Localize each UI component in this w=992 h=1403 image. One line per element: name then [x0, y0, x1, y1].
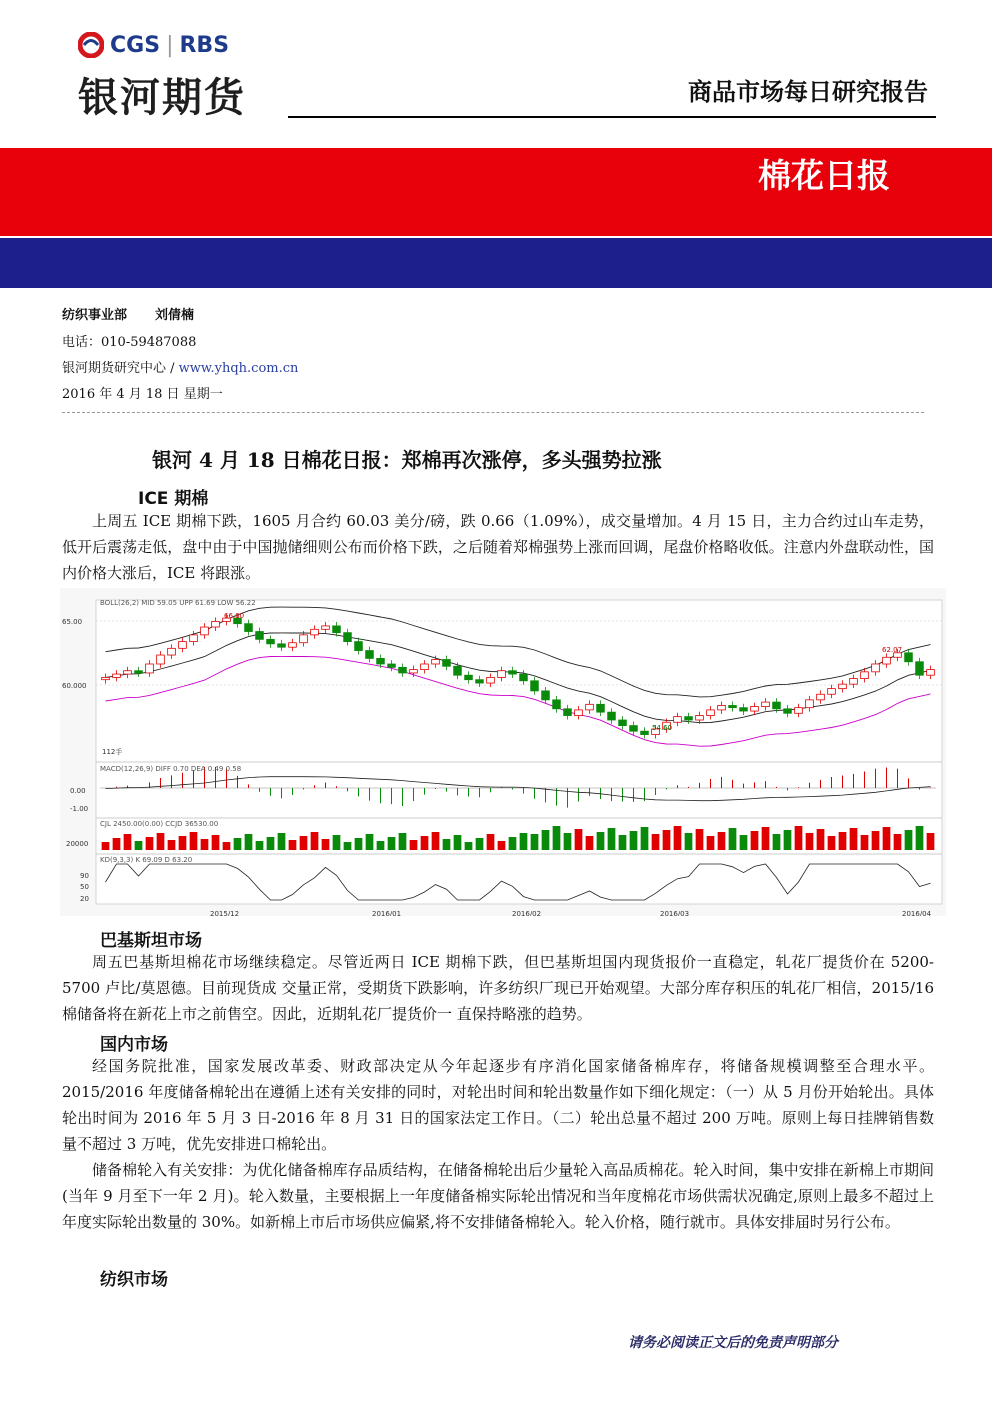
x-tick-label: 2016/01 — [372, 910, 402, 916]
oi-bar — [157, 833, 165, 850]
oi-bar — [410, 840, 418, 850]
paragraph-domestic-2: 储备棉轮入有关安排：为优化储备棉库存品质结构，在储备棉轮出后少量轮入高品质棉花。轮入时间，集中安排在新棉上市期间(当年 9 月至下一年 2 月)。轮入数量，主要根据上一年度储备棉实际轮出情况和当年度棉花市场供需状况确定,原则上最多不超过上年度实际轮出数量的 30%。如新棉上市后市场供应偏紧,将不安排储备棉轮入。轮入价格，随行就市。具体安排届时另行公布。 — [62, 1161, 934, 1231]
section-heading-textile: 纺织市场 — [100, 1270, 168, 1290]
candle-body — [806, 700, 814, 708]
candle-body — [135, 671, 143, 673]
oi-bar — [597, 832, 605, 850]
oi-bar — [454, 835, 462, 850]
department: 纺织事业部 — [62, 308, 128, 323]
candle-body — [124, 671, 132, 674]
oi-bar — [234, 838, 242, 850]
candle-body — [278, 644, 286, 647]
oi-bar — [190, 832, 198, 850]
candle-body — [850, 679, 858, 685]
candle-body — [256, 632, 264, 640]
oi-bar — [124, 834, 132, 850]
oi-bar — [729, 828, 737, 850]
oi-bar — [366, 834, 374, 850]
candle-body — [575, 710, 583, 716]
oi-bar — [883, 827, 891, 850]
candle-body — [542, 691, 550, 700]
oi-bar — [575, 829, 583, 850]
author-line — [62, 304, 222, 323]
oi-bar — [377, 841, 385, 850]
oi-bar — [817, 829, 825, 850]
candle-body — [762, 702, 770, 706]
blue-banner — [0, 238, 992, 288]
oi-bar — [696, 829, 704, 850]
y-tick-label: 65.00 — [62, 618, 83, 626]
candle-body — [157, 655, 165, 664]
candle-body — [267, 639, 275, 643]
oi-bar — [740, 835, 748, 850]
oi-bar — [762, 827, 770, 850]
oi-bar — [399, 833, 407, 850]
ice-cotton-chart — [60, 588, 946, 916]
oi-bar — [465, 842, 473, 850]
low-annotation: 54.60 — [652, 724, 673, 732]
candle-body — [487, 677, 495, 683]
section-heading-pakistan: 巴基斯坦市场 — [100, 931, 202, 951]
oi-bar — [927, 833, 935, 850]
candle-body — [564, 709, 572, 716]
paragraph-domestic-1: 经国务院批准，国家发展改革委、财政部决定从今年起逐步有序消化国家储备棉库存，将储备规模调整至合理水平。2015/2016 年度储备棉轮出在遵循上述有关安排的同时，对轮出时间和轮出数量作如下细化规定：（一）从 5 月份开始轮出。具体轮出时间为 2016 年 5 月 3 日-2016 年 8 月 31 日的国家法定工作日。（二）轮出总量不超过 200 万吨。原则上每日挂牌销售数量不超过 3 万吨，优先安排进口棉轮出。 — [62, 1057, 934, 1153]
candle-body — [784, 709, 792, 713]
oi-bar — [850, 828, 858, 850]
logo-partner: RBS — [179, 32, 230, 58]
candle-body — [113, 674, 121, 677]
candle-body — [311, 629, 319, 635]
candle-body — [355, 642, 363, 651]
oi-tick-label: 20000 — [66, 840, 89, 848]
candle-body — [168, 648, 176, 655]
x-tick-label: 2016/02 — [512, 910, 542, 916]
kdj-tick-label: 90 — [80, 872, 89, 880]
author: 刘倩楠 — [155, 308, 195, 323]
candle-body — [839, 684, 847, 688]
research-center — [62, 357, 298, 376]
oi-bar — [784, 830, 792, 850]
oi-bar — [168, 840, 176, 850]
oi-bar — [135, 841, 143, 850]
oi-bar — [718, 832, 726, 850]
cgs-logo-icon — [78, 32, 104, 58]
candle-body — [102, 677, 110, 679]
oi-bar — [256, 841, 264, 850]
oi-bar — [146, 837, 154, 850]
article-title: 银河 4 月 18 日棉花日报：郑棉再次涨停，多头强势拉涨 — [152, 448, 662, 472]
oi-bar — [564, 833, 572, 850]
oi-bar — [113, 838, 121, 850]
macd-tick-label: -1.00 — [70, 805, 89, 813]
oi-bar — [476, 838, 484, 850]
x-tick-label: 2015/12 — [210, 910, 240, 916]
oi-bar — [630, 831, 638, 850]
dashed-divider — [62, 412, 924, 413]
candle-body — [322, 626, 330, 629]
oi-bar — [839, 832, 847, 850]
disclaimer-note: 请务必阅读正文后的免责声明部分 — [628, 1335, 838, 1351]
chart-plot-area — [96, 600, 942, 904]
macd-header: MACD(12,26,9) DIFF 0.70 DEA 0.49 0.58 — [100, 765, 242, 773]
kdj-tick-label: 20 — [80, 895, 89, 903]
section-heading-ice: ICE 期棉 — [138, 489, 209, 509]
oi-bar — [641, 827, 649, 850]
candle-body — [212, 621, 220, 627]
oi-bar — [674, 826, 682, 850]
logo-divider: | — [166, 32, 174, 58]
header-rule — [288, 116, 936, 118]
candle-body — [773, 702, 781, 709]
oi-bar — [916, 826, 924, 850]
candle-body — [289, 643, 297, 647]
last-high-annotation: 62.07 — [882, 646, 903, 654]
candle-body — [201, 627, 209, 635]
candle-body — [245, 624, 253, 632]
oi-bar — [487, 834, 495, 850]
phone: 电话：010-59487088 — [62, 335, 197, 350]
candle-body — [795, 708, 803, 714]
candle-body — [707, 710, 715, 716]
candle-body — [344, 633, 352, 642]
oi-header: CJL 2450.00(0.00) CCJD 36530.00 — [100, 820, 219, 828]
candle-body — [927, 670, 935, 676]
report-date: 2016 年 4 月 18 日 星期一 — [62, 387, 223, 402]
oi-bar — [553, 826, 561, 850]
candle-body — [410, 670, 418, 673]
candle-body — [520, 674, 528, 681]
oi-bar — [619, 835, 627, 850]
candle-body — [399, 667, 407, 673]
candle-body — [751, 707, 759, 711]
candle-body — [872, 664, 880, 672]
candle-body — [179, 642, 187, 649]
oi-bar — [333, 835, 341, 850]
oi-bar — [586, 836, 594, 850]
oi-bar — [707, 836, 715, 850]
candle-body — [300, 635, 308, 643]
oi-bar — [498, 841, 506, 850]
oi-bar — [861, 835, 869, 850]
candle-body — [740, 708, 748, 711]
candle-body — [586, 704, 594, 710]
candle-body — [476, 680, 484, 683]
candle-body — [916, 662, 924, 675]
oi-bar — [520, 833, 528, 850]
candle-body — [608, 712, 616, 720]
oi-bar — [773, 834, 781, 850]
candle-body — [421, 664, 429, 670]
oi-bar — [894, 834, 902, 850]
oi-bar — [300, 836, 308, 850]
oi-bar — [322, 839, 330, 850]
section-heading-domestic: 国内市场 — [100, 1035, 168, 1055]
candle-body — [696, 716, 704, 720]
oi-bar — [432, 832, 440, 850]
candle-body — [883, 657, 891, 664]
oi-bar — [806, 833, 814, 850]
candle-body — [905, 653, 913, 662]
oi-bar — [905, 830, 913, 850]
candle-body — [498, 671, 506, 678]
oi-bar — [278, 833, 286, 850]
report-type: 商品市场每日研究报告 — [688, 78, 928, 106]
oi-bar — [102, 842, 110, 850]
candle-body — [817, 694, 825, 700]
center-name: 银河期货研究中心 / — [62, 361, 179, 376]
candle-body — [366, 651, 374, 659]
oi-bar — [421, 836, 429, 850]
kdj-tick-label: 50 — [80, 883, 89, 891]
oi-bar — [872, 831, 880, 850]
candle-body — [531, 681, 539, 691]
candle-body — [630, 726, 638, 732]
oi-bar — [267, 837, 275, 850]
x-tick-label: 2016/03 — [660, 910, 690, 916]
oi-bar — [388, 837, 396, 850]
oi-bar — [355, 838, 363, 850]
oi-bar — [652, 834, 660, 850]
candle-body — [377, 658, 385, 664]
candle-body — [443, 660, 451, 667]
candle-body — [718, 705, 726, 709]
candle-body — [190, 635, 198, 642]
logo-chinese-name: 银河期货 — [78, 75, 246, 121]
paragraph-pakistan: 周五巴基斯坦棉花市场继续稳定。尽管近两日 ICE 期棉下跌，但巴基斯坦国内现货报价一直稳定，轧花厂提货价在 5200-5700 卢比/莫恩德。目前现货成 交量正常，受期货下跌影响，许多纺织厂现已开始观望。大部分库存积压的轧花厂相信，2015/16 棉储备将在新花上市之前售空。因此，近期轧花厂提货价一 直保持略涨的趋势。 — [62, 953, 934, 1023]
candle-body — [454, 666, 462, 675]
x-tick-label: 2016/04 — [902, 910, 932, 916]
candle-body — [509, 671, 517, 674]
oi-bar — [663, 830, 671, 850]
candle-body — [641, 731, 649, 734]
oi-bar — [795, 826, 803, 850]
oi-bar — [344, 842, 352, 850]
candle-body — [146, 664, 154, 673]
candle-body — [553, 700, 561, 709]
macd-tick-label: 0.00 — [70, 787, 86, 795]
oi-bar — [751, 831, 759, 850]
kdj-header: KD(9,3,3) K 69.09 D 63.20 — [100, 856, 193, 864]
oi-bar — [201, 839, 209, 850]
oi-bar — [443, 839, 451, 850]
oi-bar — [542, 830, 550, 850]
candle-body — [465, 675, 473, 679]
candle-body — [597, 704, 605, 712]
boll-header: BOLL(26,2) MID 59.05 UPP 61.69 LOW 56.22 — [100, 599, 256, 607]
oi-bar — [531, 834, 539, 850]
high-annotation: 66.60 — [224, 612, 245, 620]
vol-header: 112手 — [102, 748, 123, 756]
oi-bar — [509, 837, 517, 850]
oi-bar — [311, 832, 319, 850]
website-link[interactable]: www.yhqh.com.cn — [178, 361, 299, 376]
oi-bar — [212, 835, 220, 850]
oi-bar — [289, 840, 297, 850]
candle-body — [388, 664, 396, 667]
oi-bar — [828, 836, 836, 850]
candle-body — [729, 705, 737, 707]
candle-body — [619, 720, 627, 726]
oi-bar — [608, 828, 616, 850]
y-tick-label: 60.000 — [62, 682, 87, 690]
candle-body — [674, 717, 682, 723]
banner-title: 棉花日报 — [758, 156, 890, 195]
candle-body — [333, 626, 341, 633]
candle-body — [828, 689, 836, 695]
logo-brand: CGS — [110, 32, 161, 58]
oi-bar — [685, 833, 693, 850]
oi-bar — [245, 834, 253, 850]
candle-body — [685, 717, 693, 720]
paragraph-ice: 上周五 ICE 期棉下跌，1605 月合约 60.03 美分/磅，跌 0.66（1.09%），成交量增加。4 月 15 日，主力合约过山车走势，低开后震荡走低，盘中由于中国抛储细则公布而价格下跌，之后随着郑棉强势上涨而回调，尾盘价格略收低。注意内外盘联动性，国内价格大涨后，ICE 将跟涨。 — [62, 512, 934, 582]
candle-body — [861, 672, 869, 679]
candle-body — [432, 660, 440, 664]
oi-bar — [179, 836, 187, 850]
cgs-rbs-logo — [78, 30, 229, 60]
oi-bar — [223, 842, 231, 850]
